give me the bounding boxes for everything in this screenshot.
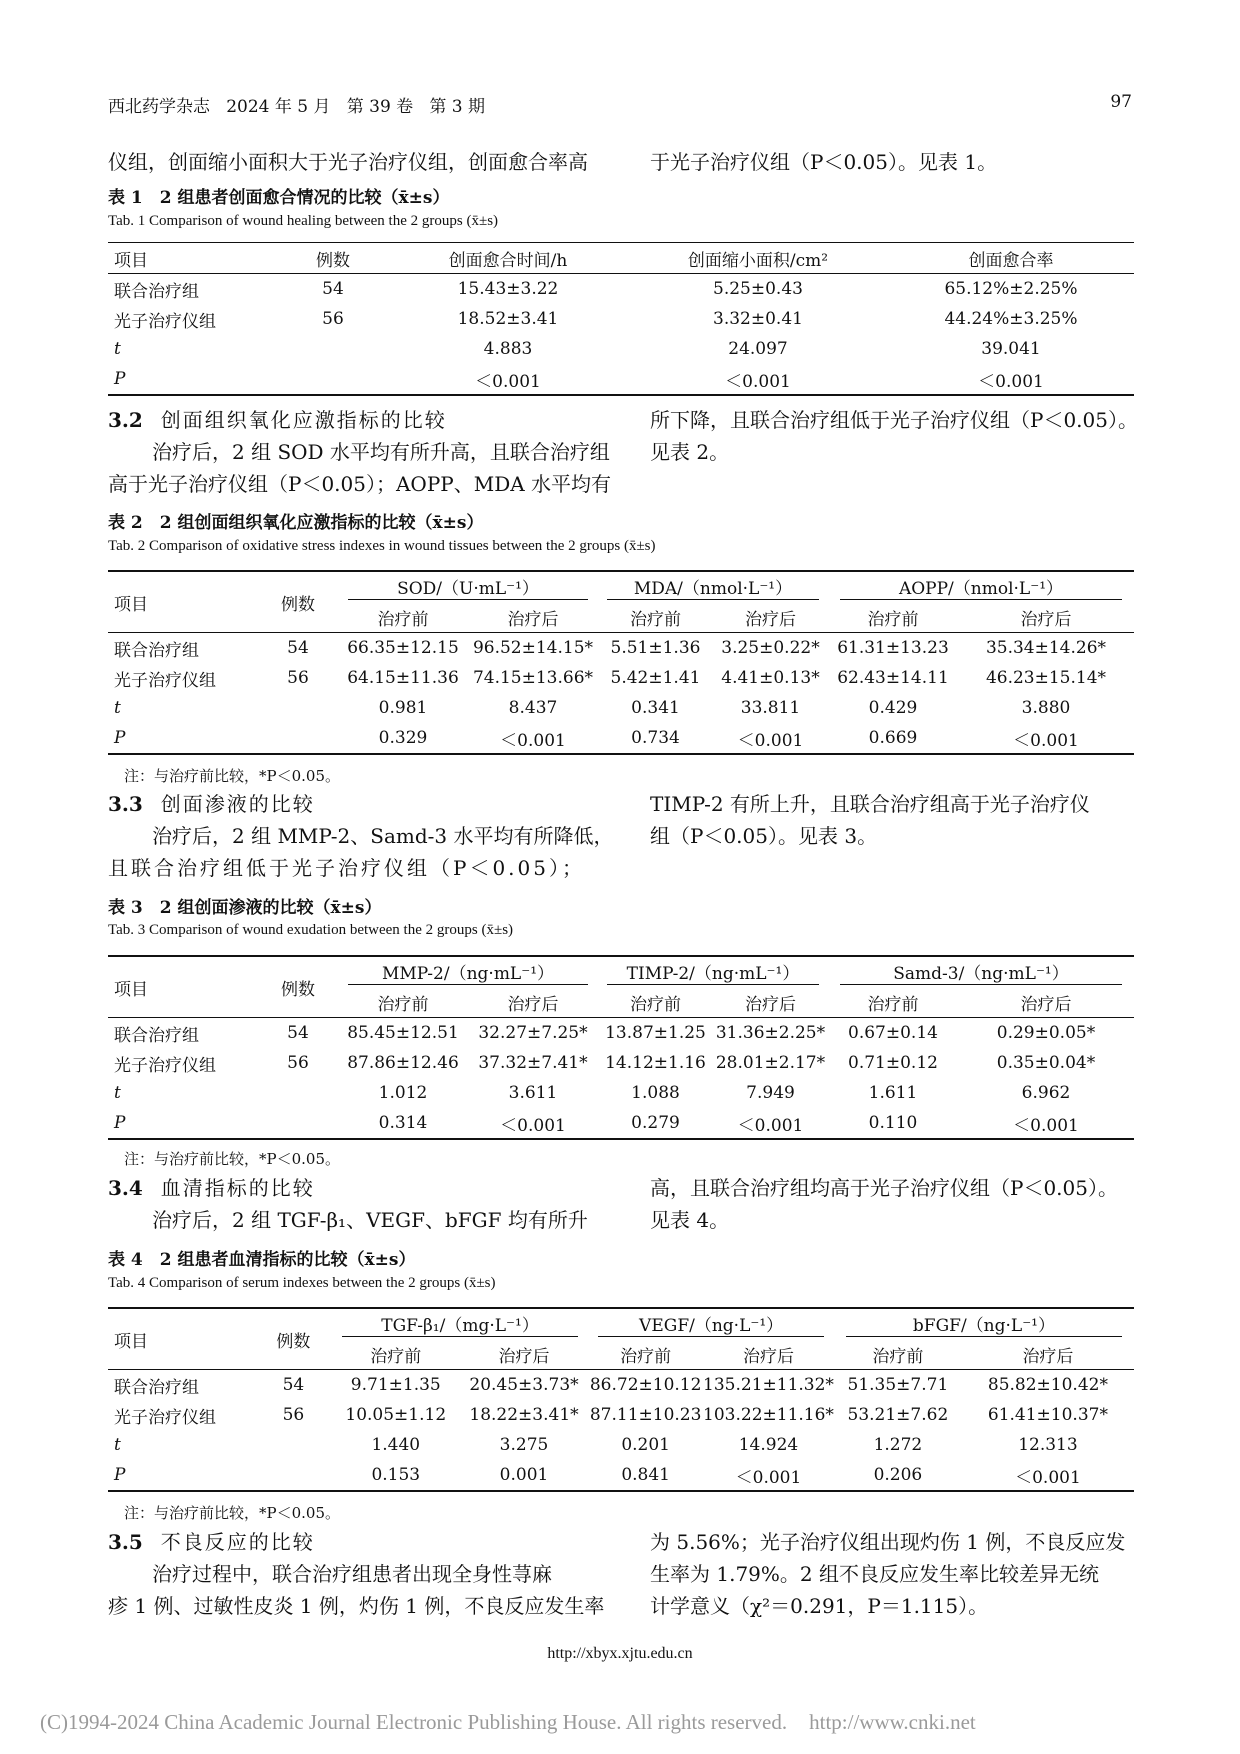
cell: 10.05±1.12 (345, 1405, 447, 1425)
issue-date: 2024 年 5 月 (226, 97, 331, 117)
table-row (108, 1430, 1134, 1460)
cell: 4.883 (483, 339, 533, 359)
cell: 74.15±13.66* (472, 668, 594, 688)
section-3-4-heading (108, 1172, 315, 1204)
sub-header: 治疗后 (742, 1346, 794, 1367)
cell: 33.811 (740, 698, 801, 718)
table-row (108, 304, 1134, 334)
para-3-5-right1: 为 5.56%；光子治疗仪组出现灼伤 1 例，不良反应发 (650, 1530, 1126, 1554)
cell: 联合治疗组 (108, 633, 258, 664)
cell: ＜0.001 (958, 723, 1134, 754)
cell: 5.25±0.43 (628, 274, 888, 305)
cell: 7.949 (746, 1083, 795, 1103)
cell: 44.24%±3.25% (944, 309, 1078, 329)
group-header: VEGF/（ng·L⁻¹） (598, 1311, 824, 1337)
section-3-2-heading (108, 404, 447, 436)
cell: 56 (287, 1053, 309, 1073)
sub-header: 治疗前 (630, 994, 681, 1015)
cell: 光子治疗仪组 (114, 1055, 216, 1076)
section-3-5-heading (108, 1526, 315, 1558)
sub-header: 治疗后 (507, 994, 559, 1015)
cell: 1.440 (371, 1435, 421, 1455)
cell: 1.012 (378, 1083, 428, 1103)
cell: 32.27±7.25* (468, 1018, 598, 1049)
cell: 62.43±14.11 (837, 668, 949, 688)
col-header-count: 例数 (258, 956, 338, 1018)
cell: ＜0.001 (962, 1460, 1134, 1491)
group-header-row (108, 571, 1134, 602)
cell (258, 723, 338, 754)
cell: 31.36±2.25* (713, 1018, 828, 1049)
section-title: 不良反应的比较 (160, 1530, 315, 1554)
cell: P (108, 364, 278, 395)
section-title: 创面渗液的比较 (160, 792, 315, 816)
table-row (108, 1460, 1134, 1491)
table2-note: 注：与治疗前比较，*P＜0.05。 (124, 767, 340, 785)
sub-header: 治疗前 (620, 1346, 672, 1367)
table1-caption-en: Tab. 1 Comparison of wound healing between the 2 groups (x̄±s) (108, 213, 499, 229)
section-number: 3.4 (108, 1176, 143, 1200)
cell: 14.12±1.16 (605, 1053, 706, 1073)
cell: 96.52±14.15* (468, 633, 598, 664)
cell: 85.45±12.51 (338, 1018, 468, 1049)
cell: 14.924 (738, 1435, 799, 1455)
table1-header: 项目 (108, 243, 278, 274)
volume: 第 39 卷 (346, 97, 414, 117)
cell: 0.314 (338, 1108, 468, 1139)
intro-left: 仪组，创面缩小面积大于光子治疗仪组，创面愈合率高 (108, 150, 588, 174)
table1-header: 创面缩小面积/cm² (628, 243, 888, 274)
cell: P (108, 1108, 258, 1139)
cell: 0.110 (828, 1108, 958, 1139)
cell: 5.51±1.36 (598, 633, 713, 664)
cell: 3.32±0.41 (713, 309, 803, 329)
running-header (108, 92, 1132, 117)
cnki-link[interactable]: http://www.cnki.net (809, 1710, 976, 1734)
cell: t (114, 1083, 121, 1103)
para-3-5-right2: 生率为 1.79%。2 组不良反应发生率比较差异无统 (650, 1562, 1099, 1586)
cell: 56 (282, 1405, 305, 1425)
table-row (108, 663, 1134, 693)
cell: 3.25±0.22* (713, 633, 828, 664)
cell (258, 1108, 338, 1139)
section-title: 血清指标的比较 (160, 1176, 315, 1200)
cell: 61.41±10.37* (987, 1405, 1108, 1425)
cell (255, 1430, 332, 1460)
para-3-4-right2: 见表 4。 (650, 1208, 730, 1232)
sub-header: 治疗后 (745, 609, 796, 630)
cell: 56 (322, 309, 344, 329)
cell: 39.041 (981, 339, 1041, 359)
table-row (108, 1048, 1134, 1078)
cell: t (114, 339, 121, 359)
table1-header: 创面愈合率 (888, 243, 1134, 274)
cell: 46.23±15.14* (985, 668, 1107, 688)
cell: 20.45±3.73* (460, 1370, 589, 1401)
cell: 87.11±10.23 (589, 1405, 702, 1425)
cell: 0.001 (460, 1460, 589, 1491)
cell: 54 (255, 1370, 332, 1401)
cell: 61.31±13.23 (828, 633, 958, 664)
sub-header: 治疗后 (1020, 609, 1072, 630)
cell: ＜0.001 (958, 1108, 1134, 1139)
sub-header: 治疗后 (1020, 994, 1072, 1015)
copyright-line (40, 1710, 1200, 1735)
cell: 54 (278, 274, 388, 305)
table-row (108, 334, 1134, 364)
cell: 3.275 (499, 1435, 549, 1455)
cell: 3.611 (508, 1083, 558, 1103)
sub-header: 治疗前 (867, 609, 919, 630)
cell: 光子治疗仪组 (114, 670, 216, 691)
cell: 6.962 (1021, 1083, 1071, 1103)
cell: 1.088 (631, 1083, 680, 1103)
para-3-2-right2: 见表 2。 (650, 440, 730, 464)
para-3-2-line1: 治疗后，2 组 SOD 水平均有所升高，且联合治疗组 (152, 440, 610, 464)
para-3-5-line2: 疹 1 例、过敏性皮炎 1 例，灼伤 1 例，不良反应发生率 (108, 1594, 605, 1618)
table1-header-row (108, 243, 1134, 274)
cell: t (114, 1435, 121, 1455)
intro-right: 于光子治疗仪组（P＜0.05）。见表 1。 (650, 150, 998, 174)
cell: 56 (287, 668, 309, 688)
cell: 0.206 (834, 1460, 962, 1491)
table-row (108, 274, 1134, 305)
sub-header: 治疗前 (872, 1346, 924, 1367)
cell: P (108, 1460, 255, 1491)
cell: 8.437 (508, 698, 558, 718)
group-header-row (108, 1308, 1134, 1339)
cell: 3.880 (1021, 698, 1071, 718)
group-header: SOD/（U·mL⁻¹） (348, 574, 587, 600)
cell (258, 693, 338, 723)
para-3-3-line2: 且联合治疗组低于光子治疗仪组（P＜0.05）； (108, 856, 585, 880)
table3-caption: 表 3 2 组创面渗液的比较（x̄±s） (108, 898, 382, 918)
table2-caption: 表 2 2 组创面组织氧化应激指标的比较（x̄±s） (108, 513, 484, 533)
cell: ＜0.001 (468, 723, 598, 754)
cell: 0.67±0.14 (828, 1018, 958, 1049)
table4 (108, 1307, 1134, 1492)
cell: 87.86±12.46 (347, 1053, 459, 1073)
col-header-item: 项目 (108, 1308, 255, 1370)
cell (278, 334, 388, 364)
cell: 0.153 (332, 1460, 460, 1491)
cell: 0.841 (588, 1460, 703, 1491)
cell: 联合治疗组 (108, 1018, 258, 1049)
cell: 64.15±11.36 (347, 668, 459, 688)
cell: 0.669 (828, 723, 958, 754)
cell: ＜0.001 (628, 364, 888, 395)
sub-header: 治疗后 (498, 1346, 550, 1367)
para-3-5-line1: 治疗过程中，联合治疗组患者出现全身性荨麻 (152, 1562, 552, 1586)
cell: 0.341 (631, 698, 680, 718)
cell: 18.22±3.41* (469, 1405, 579, 1425)
col-header-count: 例数 (255, 1308, 332, 1370)
para-3-5-right3: 计学意义（χ²＝0.291，P＝1.115）。 (650, 1594, 989, 1618)
section-title: 创面组织氧化应激指标的比较 (160, 408, 447, 432)
section-number: 3.2 (108, 408, 143, 432)
cell: 0.734 (598, 723, 713, 754)
table-row (108, 364, 1134, 395)
table-row (108, 1400, 1134, 1430)
table3 (108, 955, 1134, 1140)
cell: 54 (258, 633, 338, 664)
cell: 54 (258, 1018, 338, 1049)
cell: 光子治疗仪组 (114, 311, 216, 332)
cell: 1.611 (868, 1083, 918, 1103)
cell: ＜0.001 (888, 364, 1134, 395)
table2-caption-en: Tab. 2 Comparison of oxidative stress indexes in wound tissues between the 2 groups (x̄±s) (108, 538, 656, 554)
copyright-text: (C)1994-2024 China Academic Journal Electronic Publishing House. All rights reserved. (40, 1710, 788, 1734)
table4-caption: 表 4 2 组患者血清指标的比较（x̄±s） (108, 1250, 416, 1270)
journal-name: 西北药学杂志 (108, 97, 210, 117)
section-number: 3.3 (108, 792, 143, 816)
table-row (108, 693, 1134, 723)
table-row (108, 633, 1134, 664)
table4-caption-en: Tab. 4 Comparison of serum indexes between the 2 groups (x̄±s) (108, 1275, 496, 1291)
group-header: MDA/（nmol·L⁻¹） (607, 574, 819, 600)
cell: 0.279 (598, 1108, 713, 1139)
cell: 0.35±0.04* (996, 1053, 1096, 1073)
para-3-3-right2: 组（P＜0.05）。见表 3。 (650, 824, 878, 848)
cell: 联合治疗组 (108, 274, 278, 305)
cell: 37.32±7.41* (478, 1053, 588, 1073)
section-number: 3.5 (108, 1530, 143, 1554)
para-3-3-right1: TIMP-2 有所上升，且联合治疗组高于光子治疗仪 (650, 792, 1090, 816)
sub-header: 治疗前 (867, 994, 919, 1015)
col-header-item: 项目 (108, 956, 258, 1018)
sub-header: 治疗后 (745, 994, 796, 1015)
table3-note: 注：与治疗前比较，*P＜0.05。 (124, 1150, 340, 1168)
sub-header: 治疗后 (507, 609, 559, 630)
cell: 0.29±0.05* (958, 1018, 1134, 1049)
table3-caption-en: Tab. 3 Comparison of wound exudation between the 2 groups (x̄±s) (108, 922, 514, 938)
cell: ＜0.001 (713, 723, 828, 754)
cell: 0.71±0.12 (848, 1053, 938, 1073)
para-3-4-right1: 高，且联合治疗组均高于光子治疗仪组（P＜0.05）。 (650, 1176, 1118, 1200)
cell: 联合治疗组 (108, 1370, 255, 1401)
table1 (108, 242, 1134, 396)
sub-header: 治疗前 (630, 609, 681, 630)
issue: 第 3 期 (429, 97, 486, 117)
table-row (108, 1078, 1134, 1108)
footer-url: http://xbyx.xjtu.edu.cn (547, 1645, 693, 1662)
table2 (108, 570, 1134, 755)
para-3-3-line1: 治疗后，2 组 MMP-2、Samd-3 水平均有所降低， (152, 824, 614, 848)
cell: 9.71±1.35 (332, 1370, 460, 1401)
cell: 86.72±10.12 (588, 1370, 703, 1401)
cell: 66.35±12.15 (338, 633, 468, 664)
cell: P (108, 723, 258, 754)
cell: 1.272 (873, 1435, 923, 1455)
cell (255, 1460, 332, 1491)
sub-header: 治疗前 (377, 609, 429, 630)
table-row (108, 1108, 1134, 1139)
cell: 5.42±1.41 (610, 668, 701, 688)
sub-header: 治疗前 (370, 1346, 422, 1367)
sub-header: 治疗后 (1022, 1346, 1074, 1367)
group-header: bFGF/（ng·L⁻¹） (846, 1311, 1122, 1337)
cell: 85.82±10.42* (962, 1370, 1134, 1401)
cell: ＜0.001 (703, 1460, 834, 1491)
para-3-4-line1: 治疗后，2 组 TGF-β₁、VEGF、bFGF 均有所升 (152, 1208, 588, 1232)
cell (258, 1078, 338, 1108)
cell: 35.34±14.26* (958, 633, 1134, 664)
cell: 65.12%±2.25% (888, 274, 1134, 305)
para-3-2-line2: 高于光子治疗仪组（P＜0.05）；AOPP、MDA 水平均有 (108, 472, 612, 496)
cell: 18.52±3.41 (457, 309, 559, 329)
cell: 光子治疗仪组 (114, 1407, 216, 1428)
cell: 24.097 (728, 339, 788, 359)
col-header-item: 项目 (108, 571, 258, 633)
para-3-2-right1: 所下降，且联合治疗组低于光子治疗仪组（P＜0.05）。 (650, 408, 1138, 432)
col-header-count: 例数 (258, 571, 338, 633)
sub-header: 治疗前 (377, 994, 429, 1015)
cell: 0.981 (378, 698, 428, 718)
group-header-row (108, 956, 1134, 987)
table1-header: 创面愈合时间/h (388, 243, 628, 274)
cell: 103.22±11.16* (703, 1405, 834, 1425)
group-header: Samd-3/（ng·mL⁻¹） (840, 959, 1122, 985)
cell (278, 364, 388, 395)
table-row (108, 1018, 1134, 1049)
cell: 0.429 (868, 698, 918, 718)
cell: 0.329 (338, 723, 468, 754)
cell: 53.21±7.62 (847, 1405, 949, 1425)
group-header: TIMP-2/（ng·mL⁻¹） (607, 959, 819, 985)
cell: 4.41±0.13* (721, 668, 820, 688)
cell: 13.87±1.25 (598, 1018, 713, 1049)
table1-header: 例数 (278, 243, 388, 274)
table-row (108, 1370, 1134, 1401)
cell: ＜0.001 (468, 1108, 598, 1139)
group-header: AOPP/（nmol·L⁻¹） (840, 574, 1122, 600)
cell: 28.01±2.17* (715, 1053, 826, 1073)
cell: ＜0.001 (388, 364, 628, 395)
section-3-3-heading (108, 788, 315, 820)
cell: 15.43±3.22 (388, 274, 628, 305)
page-number: 97 (1110, 92, 1132, 112)
cell: t (114, 698, 121, 718)
cell: 135.21±11.32* (703, 1370, 834, 1401)
table1-caption: 表 1 2 组患者创面愈合情况的比较（x̄±s） (108, 188, 450, 208)
table-row (108, 723, 1134, 754)
table4-note: 注：与治疗前比较，*P＜0.05。 (124, 1504, 340, 1522)
cell: 12.313 (1018, 1435, 1078, 1455)
group-header: MMP-2/（ng·mL⁻¹） (348, 959, 587, 985)
cell: 51.35±7.71 (834, 1370, 962, 1401)
group-header: TGF-β₁/（mg·L⁻¹） (342, 1311, 578, 1337)
cell: ＜0.001 (713, 1108, 828, 1139)
cell: 0.201 (621, 1435, 670, 1455)
